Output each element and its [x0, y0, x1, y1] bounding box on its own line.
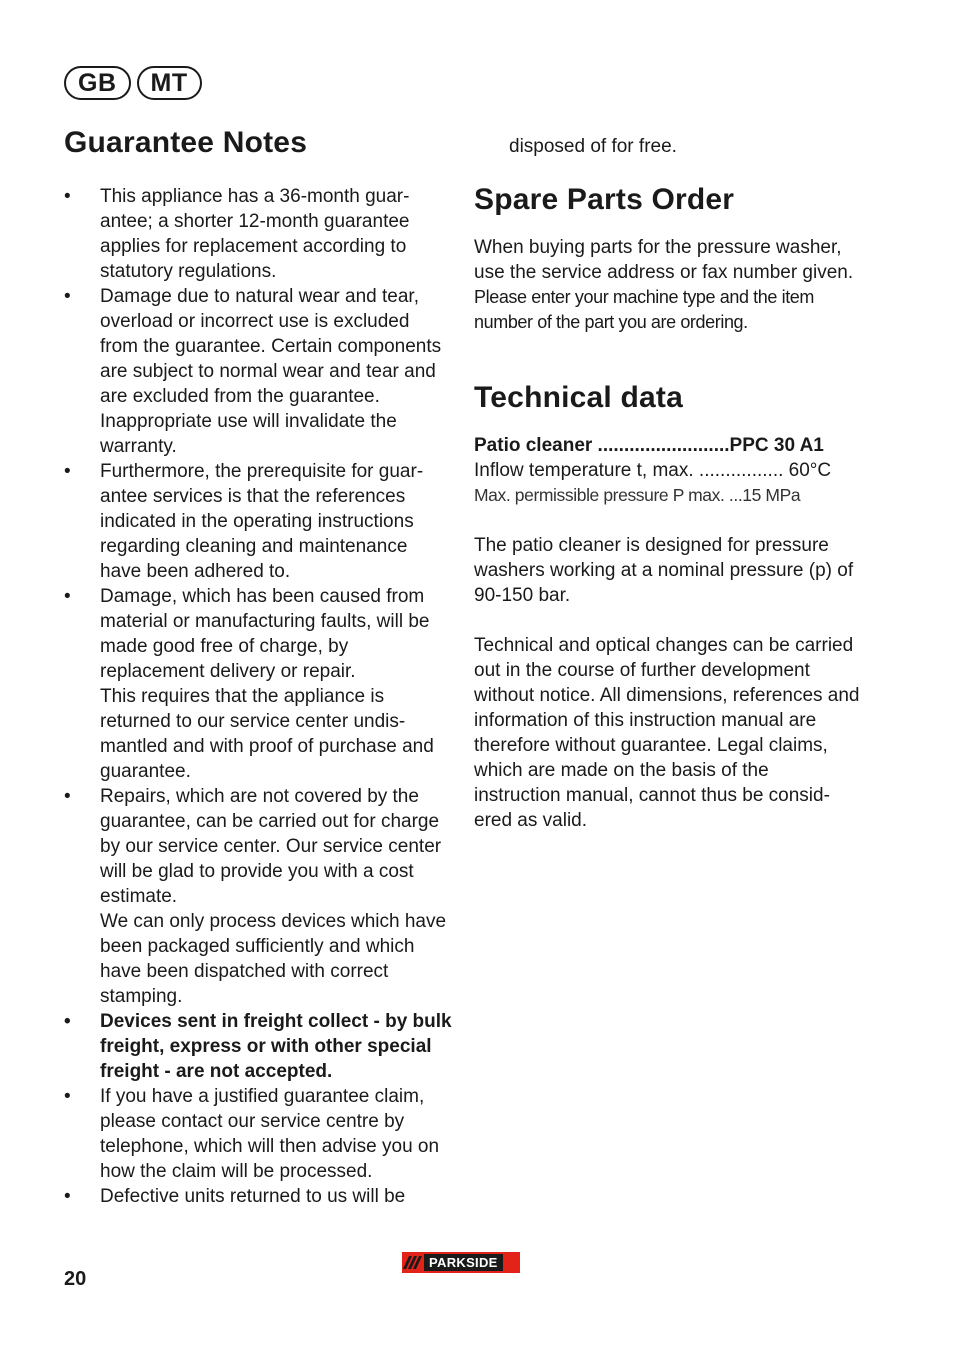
- guarantee-item-text: Damage, which has been caused from material or manufacturing faults, will be made good free of charge, by replacement delivery or repair.: [100, 586, 430, 682]
- parkside-logo: [402, 1252, 520, 1273]
- guarantee-item: • Repairs, which are not covered by the guarantee, can be carried out for charge by our service center. Our service center will be glad to provide you with a cost estimate. We can only process devices which have been packaged sufficiently and which have been dispatched with correct stamping.: [64, 784, 452, 1009]
- technical-data-heading: Technical data: [474, 381, 683, 414]
- language-badge-gb: GB: [64, 66, 131, 100]
- spec-row-model: Patio cleaner .........................PPC 30 A1: [474, 435, 824, 456]
- guarantee-item: • This appliance has a 36-month guarantee; a shorter 12-month guarantee applies for replacement according to statutory regulations.: [64, 184, 452, 284]
- guarantee-item-warning: • Devices sent in freight collect - by bulk freight, express or with other special freight - are not accepted.: [64, 1011, 452, 1082]
- guarantee-item: • Damage due to natural wear and tear, overload or incorrect use is excluded from the guarantee. Certain components are subject to normal wear and tear and are excluded from the guarantee. Inappropriate use will invalidate the warranty.: [64, 284, 452, 459]
- guarantee-item-text: Damage due to natural wear and tear, overload or incorrect use is excluded from the guarantee. Certain components are subject to normal wear and tear and are excluded from the guarantee. Inappropriate use will invalidate the warranty.: [100, 286, 442, 457]
- guarantee-list: [64, 184, 452, 1209]
- left-column: [64, 124, 452, 1209]
- spec-row-temperature: Inflow temperature t, max. ................ 60°C: [474, 460, 832, 481]
- guarantee-item-text: Defective units returned to us will be: [100, 1186, 406, 1207]
- guarantee-item-text: Devices sent in freight collect - by bulk freight, express or with other special freight - are not accepted.: [100, 1011, 452, 1082]
- right-column: [474, 134, 860, 833]
- logo-slashes-icon: [406, 1256, 419, 1269]
- guarantee-item-text: If you have a justified guarantee claim, please contact our service centre by telephone, which will then advise you on how the claim will be processed.: [100, 1086, 440, 1182]
- language-badge-mt: MT: [137, 66, 202, 100]
- technical-specs: [474, 433, 860, 508]
- guarantee-continuation: disposed of for free.: [509, 136, 677, 157]
- language-badges: [64, 66, 202, 100]
- guarantee-item-text: We can only process devices which have been packaged sufficiently and which have been dispatched with correct stamping.: [100, 911, 447, 1007]
- guarantee-item-text: Furthermore, the prerequisite for guarantee services is that the references indicated in the operating instructions regarding cleaning and maintenance have been adhered to.: [100, 461, 424, 582]
- guarantee-item: • Defective units returned to us will be: [64, 1184, 452, 1209]
- guarantee-item-text: This requires that the appliance is returned to our service center undismantled and with proof of purchase and guarantee.: [100, 686, 434, 782]
- spec-row-pressure: Max. permissible pressure P max. ...15 MPa: [474, 485, 801, 505]
- guarantee-item: • If you have a justified guarantee claim, please contact our service centre by telephone, which will then advise you on how the claim will be processed.: [64, 1084, 452, 1184]
- logo-wordmark: PARKSIDE: [424, 1254, 503, 1271]
- spare-parts-heading: Spare Parts Order: [474, 183, 735, 216]
- guarantee-notes-heading: Guarantee Notes: [64, 126, 308, 159]
- guarantee-item: • Damage, which has been caused from material or manufacturing faults, will be made good free of charge, by replacement delivery or repair. This requires that the appliance is returned to our service center undismantled and with proof of purchase and guarantee.: [64, 584, 452, 784]
- spare-parts-instruction: Please enter your machine type and the item number of the part you are ordering.: [474, 287, 815, 332]
- spare-parts-text: When buying parts for the pressure washer, use the service address or fax number given.: [474, 237, 854, 283]
- guarantee-item-text: This appliance has a 36-month guarantee; a shorter 12-month guarantee applies for replacement according to statutory regulations.: [100, 186, 410, 282]
- technical-usage-text: The patio cleaner is designed for pressure washers working at a nominal pressure (p) of 90-150 bar.: [474, 535, 854, 606]
- guarantee-item: • Furthermore, the prerequisite for guarantee services is that the references indicated in the operating instructions regarding cleaning and maintenance have been adhered to.: [64, 459, 452, 584]
- technical-disclaimer-text: Technical and optical changes can be carried out in the course of further development without notice. All dimensions, references and information of this instruction manual are therefore without guarantee. Legal claims, which are made on the basis of the instruction manual, cannot thus be considered as valid.: [474, 635, 860, 831]
- guarantee-item-text: Repairs, which are not covered by the guarantee, can be carried out for charge by our service center. Our service center will be glad to provide you with a cost estimate.: [100, 786, 442, 907]
- page-number: 20: [64, 1268, 87, 1290]
